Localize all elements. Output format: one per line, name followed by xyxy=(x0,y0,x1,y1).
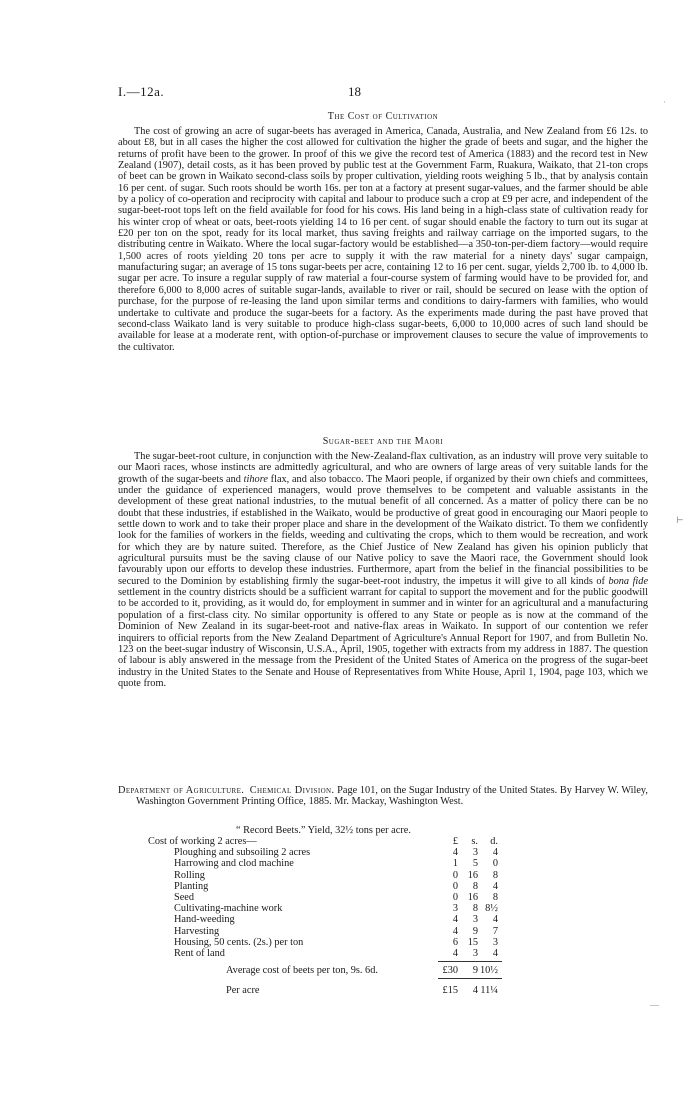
cost-pence: 4 xyxy=(492,847,498,859)
paragraph-text-part-a: The sugar-beet-root culture, in conjunction with the New-Zealand-flax cultivation, as an industry will prove very suitable to our Maori races, whose instincts are admittedly agricultural, and who are owners of large areas of very suitable lands for the growth of the sugar-beets and xyxy=(118,451,648,485)
table-row xyxy=(148,914,628,925)
table-row xyxy=(148,870,628,881)
table-row xyxy=(148,892,628,903)
per-acre-block xyxy=(148,981,628,999)
cost-shillings: 5 xyxy=(472,858,478,870)
divider-line xyxy=(438,978,502,979)
cost-pounds: 4 xyxy=(452,847,458,859)
margin-mark: ˙ xyxy=(663,100,666,110)
avg-shillings: 9 xyxy=(472,965,478,977)
cost-pounds: 4 xyxy=(452,925,458,937)
cost-pence: 7 xyxy=(492,925,498,937)
cost-shillings: 15 xyxy=(467,936,478,948)
cost-item-label: Hand-weeding xyxy=(174,914,235,926)
cost-pounds: 4 xyxy=(452,947,458,959)
margin-mark: ⊢ xyxy=(676,515,684,525)
table-row xyxy=(148,948,628,959)
table-header-row xyxy=(148,836,628,847)
cost-pence: 4 xyxy=(492,914,498,926)
document-id: I.—12a. xyxy=(118,84,165,99)
cost-pence: 8 xyxy=(492,869,498,881)
per-acre-label: Per acre xyxy=(226,985,260,997)
margin-mark: — xyxy=(650,1000,659,1010)
divider-line xyxy=(438,961,502,962)
paragraph-cost-of-cultivation: The cost of growing an acre of sugar-beets has averaged in America, Canada, Australia, and New Zealand from £6 12s. to about £8, but in all cases the higher the cost allowed for cultivation the higher the grade of beets and sugar, and the higher the returns of profit have been to the grower. In proof of this we give the record test of America (1883) and the record test in New Zealand (1907), detail costs, as it has been proved by public test at the Government Farm, Ruakura, Waikato, that 21-ton crops of beet can be grown in Waikato second-class soils by proper cultivation, yielding roots weighing 5 lb., that by analysis contain 16 per cent. of sugar. Such roots should be worth 16s. per ton at a factory at present sugar-values, and the farmer should be able by a policy of co-operation and reciprocity with capital and labour to produce such a crop at £9 per acre, and independent of the sugar-beet-root tops left on the field available for food for his cows. His land being in a high-class state of cultivation ready for his winter crop of wheat or oats, beet-roots yielding 14 to 16 per cent. of sugar should enable the factory to turn out its sugar at £20 per ton on the spot, ready for its local market, thus saving freights and railway carriage on the imported sugars, to the distributing centre in Waikato. Where the local sugar-factory would be established—a 350-ton-per-diem factory—would require 1,500 acres of roots yielding 20 tons per acre to supply it with the raw material for a ninety days' sugar campaign, manufacturing sugar; an average of 15 tons sugar-beets per acre, containing 12 to 16 per cent. sugar, yields 2,700 lb. to 4,000 lb. sugar per acre. To insure a regular supply of raw material a four-course system of farming would have to be provided for, and therefore 6,000 to 8,000 acres of suitable sugar-lands, available to river or rail, should be secured on lease with the option of purchase, for the purpose of re-leasing the land upon similar terms and conditions to dairy-farmers with families, who would undertake to cultivate and produce the sugar-beets for a factory. As the experiments made during the past have proved that second-class Waikato land is very suitable to produce high-class sugar-beets, 6,000 to 10,000 acres of such land should be available for lease at a moderate rent, with option-of-purchase or improvement clauses to secure the value of improvements to the cultivator. xyxy=(118,126,648,353)
table-row xyxy=(148,847,628,858)
cost-item-label: Harrowing and clod machine xyxy=(174,858,294,870)
paragraph-text-part-b: flax, and also tobacco. The Maori people, if organized by their own chiefs and committees, under the guidance of experienced managers, would prove themselves to be competent and valuable assistants in the development of these great national industries, to the mutual benefit of all concerned. As a matter of policy there can be no doubt that these industries, if established in the Waikato, would be productive of great good in encouraging our Maori people to settle down to work and to take their proper place and share in the development of the Waikato district. To them we confidently look for the families of workers in the fields, weeding and cultivating the crops, which to them would be recreation, and work for which they are by nature suited. Therefore, as the Chief Justice of New Zealand has given his opinion publicly that agricultural pursuits must be the saving clause of our Native policy to save the Maori race, the Government should look favourably upon our efforts to develop these industries. Furthermore, apart from the belief in the financial possibilities to be secured to the Dominion by establishing firmly the sugar-beet-root industry, the impetus it will give to all kinds of xyxy=(118,473,648,587)
paragraph-sugar-beet-maori xyxy=(118,451,648,689)
cost-pounds: 1 xyxy=(452,858,458,870)
cost-pounds: 0 xyxy=(452,869,458,881)
page-number: 18 xyxy=(348,84,361,99)
cost-pounds: 0 xyxy=(452,891,458,903)
section-title-sugar-beet-and-maori: Sugar-beet and the Maori xyxy=(322,436,444,447)
col-header-pounds: £ xyxy=(452,836,458,847)
avg-label: Average cost of beets per ton, 9s. 6d. xyxy=(226,965,378,977)
section-title-cost-of-cultivation: The Cost of Cultivation xyxy=(327,111,439,122)
citation-paragraph xyxy=(118,785,648,808)
cost-pence: 8 xyxy=(492,891,498,903)
col-header-shillings: s. xyxy=(471,836,478,847)
cost-item-label: Rolling xyxy=(174,869,205,881)
cost-item-label: Harvesting xyxy=(174,925,220,937)
per-acre-row xyxy=(148,985,628,997)
per-acre-shillings: 4 xyxy=(472,985,478,997)
avg-pounds: £30 xyxy=(442,965,458,977)
cost-item-label: Cultivating-machine work xyxy=(174,903,283,915)
avg-block xyxy=(148,959,628,981)
table-row xyxy=(148,858,628,869)
cost-shillings: 8 xyxy=(472,903,478,915)
cost-pence: 4 xyxy=(492,947,498,959)
cost-pounds: 0 xyxy=(452,880,458,892)
citation-department: Department of Agriculture. xyxy=(118,785,245,796)
cost-pounds: 4 xyxy=(452,914,458,926)
cost-pounds: 3 xyxy=(452,903,458,915)
page-header xyxy=(118,84,648,100)
cost-pence: 8½ xyxy=(485,903,498,915)
record-beets-title: “ Record Beets.” Yield, 32½ tons per acre. xyxy=(236,825,411,836)
cost-item-label: Rent of land xyxy=(174,947,225,959)
citation-block xyxy=(118,785,648,808)
cost-pence: 3 xyxy=(492,936,498,948)
citation-division: Chemical Division. xyxy=(249,785,335,796)
cost-shillings: 16 xyxy=(467,869,478,881)
col-header-pence: d. xyxy=(490,836,498,847)
cost-shillings: 3 xyxy=(472,947,478,959)
cost-shillings: 16 xyxy=(467,891,478,903)
table-row xyxy=(148,937,628,948)
cost-shillings: 3 xyxy=(472,847,478,859)
citation-text: Page 101, on the Sugar Industry of the United States. By Harvey W. Wiley, Washington Government Printing Office, 1885. Mr. Mackay, Washington West. xyxy=(136,785,648,808)
paragraph-text-part-c: settlement in the country districts should be a sufficient warrant for capital to support the movement and for the public goodwill to be accorded to it, providing, as it would do, for employment in summer and in winter for an agricultural and a manufacturing population of a first-class city. No similar opportunity is offered to any State or people as is now at the command of the Dominion of New Zealand in its sugar-beet-root and native-flax areas in Waikato. In support of our contention we refer inquirers to official reports from the New Zealand Department of Agriculture's Annual Report for 1907, and from Bulletin No. 123 on the beet-sugar industry of Wisconsin, U.S.A., April, 1905, together with extracts from my address in 1887. The question of labour is ably answered in the message from the President of the United States of America on the progress of the sugar-beet industry in the United States to the Senate and House of Representatives from White House, April 1, 1904, page 103, which we quote from. xyxy=(118,587,648,689)
cost-pounds: 6 xyxy=(452,936,458,948)
cost-rows xyxy=(148,847,628,959)
per-acre-pence: 11¼ xyxy=(480,985,498,997)
section-sugar-beet-maori-body xyxy=(118,451,648,689)
per-acre-pounds: £15 xyxy=(442,985,458,997)
italic-term-bona-fide: bona fide xyxy=(608,575,649,587)
italic-term-tihore: tihore xyxy=(243,473,268,485)
avg-row xyxy=(148,965,628,977)
cost-item-label: Housing, 50 cents. (2s.) per ton xyxy=(174,936,304,948)
section-cost-of-cultivation-body xyxy=(118,126,648,353)
table-row xyxy=(148,881,628,892)
cost-shillings: 8 xyxy=(472,880,478,892)
cost-pence: 4 xyxy=(492,880,498,892)
table-row xyxy=(148,926,628,937)
cost-shillings: 9 xyxy=(472,925,478,937)
cost-table xyxy=(148,836,628,999)
cost-item-label: Ploughing and subsoiling 2 acres xyxy=(174,847,311,859)
cost-pence: 0 xyxy=(492,858,498,870)
avg-pence: 10½ xyxy=(480,965,499,977)
cost-item-label: Seed xyxy=(174,891,195,903)
cost-shillings: 3 xyxy=(472,914,478,926)
cost-heading: Cost of working 2 acres— xyxy=(148,836,257,847)
cost-item-label: Planting xyxy=(174,880,209,892)
table-row xyxy=(148,903,628,914)
